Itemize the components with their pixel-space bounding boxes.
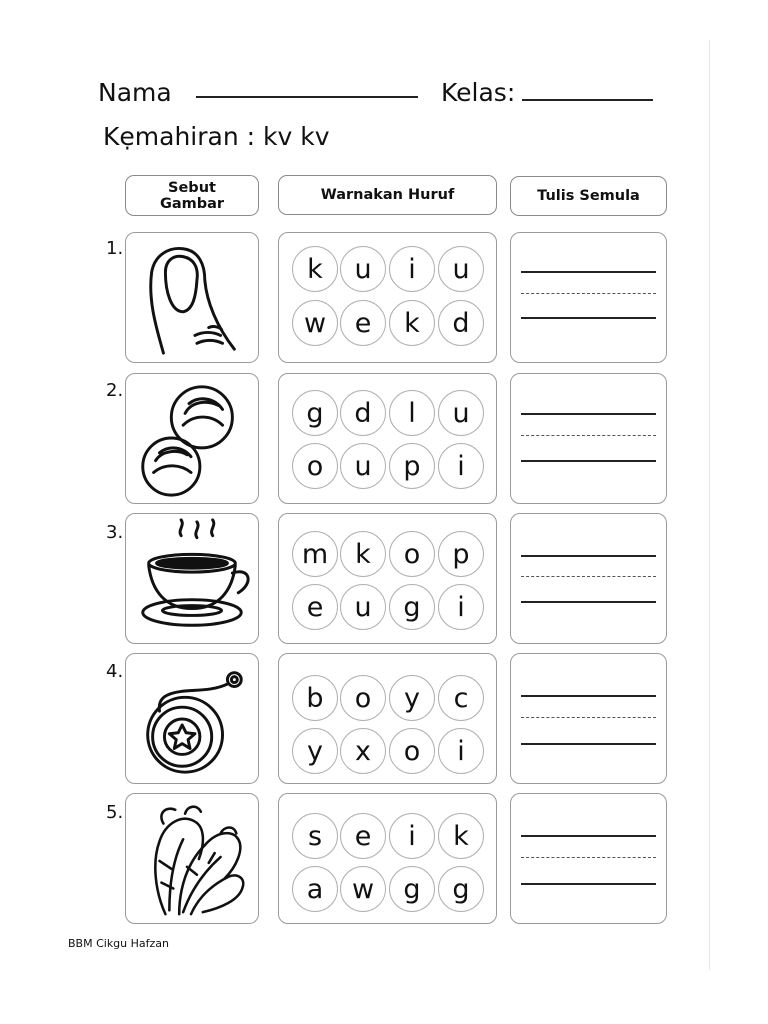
writing-line-bottom <box>521 743 656 745</box>
letter-bubble[interactable]: g <box>292 390 338 436</box>
letter-bubble[interactable]: u <box>340 246 386 292</box>
letters-box <box>278 513 497 644</box>
letter-bubble[interactable]: e <box>340 300 386 346</box>
finger-icon <box>126 233 258 362</box>
writing-box[interactable] <box>510 653 667 784</box>
letter-bubble[interactable]: k <box>292 246 338 292</box>
letter-bubble[interactable]: k <box>438 813 484 859</box>
letter-bubble[interactable]: i <box>438 443 484 489</box>
nama-line <box>196 96 418 98</box>
row-number: 1. <box>106 238 124 259</box>
column-header-sebut-gambar <box>125 175 259 216</box>
column-header-tulis-semula-text: Tulis Semula <box>537 188 640 204</box>
writing-box[interactable] <box>510 513 667 644</box>
letter-bubble[interactable]: k <box>389 300 435 346</box>
letter-bubble[interactable]: d <box>438 300 484 346</box>
letter-bubble[interactable]: y <box>389 675 435 721</box>
letter-bubble[interactable]: i <box>389 246 435 292</box>
letter-bubble[interactable]: u <box>438 246 484 292</box>
writing-line-dashed <box>521 293 656 294</box>
picture-box <box>125 232 259 363</box>
row-number: 4. <box>106 661 124 682</box>
picture-box <box>125 653 259 784</box>
letter-bubble[interactable]: m <box>292 531 338 577</box>
letter-bubble[interactable]: d <box>340 390 386 436</box>
letter-bubble[interactable]: s <box>292 813 338 859</box>
nama-label: Nama <box>98 78 172 107</box>
letter-bubble[interactable]: y <box>292 728 338 774</box>
yoyo-icon <box>126 654 258 783</box>
writing-line-top <box>521 555 656 557</box>
kelas-label: Kelas: <box>441 78 516 107</box>
letters-box <box>278 373 497 504</box>
writing-line-top <box>521 413 656 415</box>
writing-line-bottom <box>521 883 656 885</box>
writing-line-bottom <box>521 601 656 603</box>
writing-line-dashed <box>521 435 656 436</box>
letter-bubble[interactable]: w <box>340 866 386 912</box>
letter-bubble[interactable]: u <box>438 390 484 436</box>
letter-bubble[interactable]: e <box>340 813 386 859</box>
letter-bubble[interactable]: u <box>340 584 386 630</box>
column-header-warnakan-huruf-text: Warnakan Huruf <box>320 187 455 203</box>
letter-bubble[interactable]: g <box>438 866 484 912</box>
writing-line-top <box>521 271 656 273</box>
letter-bubble[interactable]: k <box>340 531 386 577</box>
coffee-cup-icon <box>126 514 258 643</box>
column-header-tulis-semula <box>510 176 667 216</box>
letter-bubble[interactable]: i <box>438 728 484 774</box>
writing-line-dashed <box>521 576 656 577</box>
letter-bubble[interactable]: o <box>340 675 386 721</box>
footer-credit: BBM Cikgu Hafzan <box>68 937 170 950</box>
letter-bubble[interactable]: c <box>438 675 484 721</box>
letter-bubble[interactable]: o <box>292 443 338 489</box>
column-header-sebut-gambar-text: Sebut Gambar <box>159 179 225 212</box>
picture-box <box>125 513 259 644</box>
letter-bubble[interactable]: l <box>389 390 435 436</box>
row-number: 2. <box>106 380 124 401</box>
mustard-greens-icon <box>126 794 258 923</box>
page-edge-divider <box>709 40 710 970</box>
letter-bubble[interactable]: i <box>438 584 484 630</box>
row-number: 3. <box>106 522 124 543</box>
letters-box <box>278 232 497 363</box>
letter-bubble[interactable]: p <box>438 531 484 577</box>
writing-box[interactable] <box>510 793 667 924</box>
marbles-icon <box>126 374 258 503</box>
letters-box <box>278 793 497 924</box>
row-number: 5. <box>106 802 124 823</box>
letter-bubble[interactable]: x <box>340 728 386 774</box>
letter-bubble[interactable]: g <box>389 584 435 630</box>
picture-box <box>125 373 259 504</box>
column-header-warnakan-huruf <box>278 175 497 215</box>
writing-box[interactable] <box>510 232 667 363</box>
letter-bubble[interactable]: p <box>389 443 435 489</box>
writing-line-dashed <box>521 857 656 858</box>
picture-box <box>125 793 259 924</box>
letter-bubble[interactable]: b <box>292 675 338 721</box>
letter-bubble[interactable]: u <box>340 443 386 489</box>
writing-line-top <box>521 835 656 837</box>
letter-bubble[interactable]: o <box>389 728 435 774</box>
letter-bubble[interactable]: o <box>389 531 435 577</box>
writing-line-dashed <box>521 717 656 718</box>
letter-bubble[interactable]: a <box>292 866 338 912</box>
skill-label: Kẹmahiran : kv kv <box>103 122 330 151</box>
kelas-line <box>522 99 653 101</box>
writing-line-bottom <box>521 317 656 319</box>
letter-bubble[interactable]: e <box>292 584 338 630</box>
letter-bubble[interactable]: w <box>292 300 338 346</box>
writing-box[interactable] <box>510 373 667 504</box>
writing-line-top <box>521 695 656 697</box>
letters-box <box>278 653 497 784</box>
letter-bubble[interactable]: i <box>389 813 435 859</box>
writing-line-bottom <box>521 460 656 462</box>
letter-bubble[interactable]: g <box>389 866 435 912</box>
